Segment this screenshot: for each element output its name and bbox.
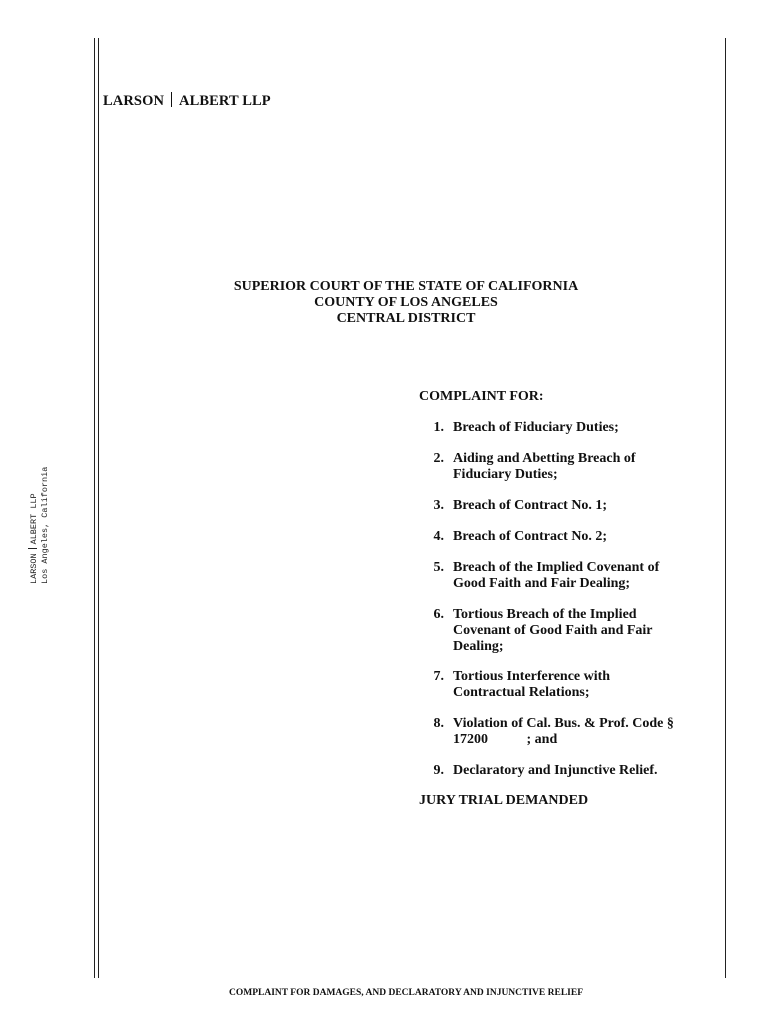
firm-header-right: ALBERT LLP [179,93,271,109]
jury-demand: JURY TRIAL DEMANDED [419,793,589,808]
claim-text: Breach of the Implied Covenant of Good Faith and Fair Dealing; [453,560,660,591]
claim-text: Tortious Interference with Contractual Relations; [453,669,611,700]
sidebar-firm-divider [28,548,37,549]
claim-text: Declaratory and Injunctive Relief. [453,763,658,778]
claim-number: 6. [433,607,444,622]
claim-text: Violation of Cal. Bus. & Prof. Code § 17200 ; and [453,716,674,747]
court-caption [100,279,712,327]
claim-text: Breach of Contract No. 1; [453,498,608,513]
claim-number: 4. [433,529,444,544]
claim-item [419,763,658,779]
sidebar-firm-right: ALBERT LLP [29,493,39,545]
claim-item [419,560,659,592]
sidebar-firm-location: Los Angeles, California [40,466,50,584]
claim-item [419,607,653,655]
page-footer: COMPLAINT FOR DAMAGES, AND DECLARATORY AND INJUNCTIVE RELIEF [228,988,583,998]
claim-number: 7. [433,669,444,684]
claim-text: Aiding and Abetting Breach of Fiduciary Duties; [453,451,636,482]
sidebar-firm-left: LARSON [29,553,39,584]
left-margin-rule-inner [98,38,99,978]
claim-item [419,420,619,436]
claim-number: 2. [433,451,444,466]
claim-item [419,716,674,748]
left-margin-rule-outer [94,38,95,978]
firm-header [103,92,271,110]
claim-text: Breach of Contract No. 2; [453,529,608,544]
claim-item [419,451,636,483]
claim-number: 8. [433,716,444,731]
claim-text: Breach of Fiduciary Duties; [453,420,619,435]
claim-item [419,498,607,514]
claim-item [419,529,607,545]
claim-text: Tortious Breach of the Implied Covenant of Good Faith and Fair Dealing; [453,607,653,654]
claim-number: 3. [433,498,444,513]
claim-number: 5. [433,560,444,575]
complaint-title: COMPLAINT FOR: [419,389,544,404]
court-line-2: COUNTY OF LOS ANGELES [314,295,498,310]
sidebar-firm-vertical [28,467,51,584]
claim-item [419,669,610,701]
claim-number: 9. [433,763,444,778]
claim-number: 1. [433,420,444,435]
sidebar-firm-name [28,467,40,584]
firm-header-divider [171,92,172,107]
right-margin-rule [725,38,726,978]
court-line-3: CENTRAL DISTRICT [336,311,476,326]
firm-header-left: LARSON [103,93,165,109]
court-line-1: SUPERIOR COURT OF THE STATE OF CALIFORNIA [233,279,579,294]
